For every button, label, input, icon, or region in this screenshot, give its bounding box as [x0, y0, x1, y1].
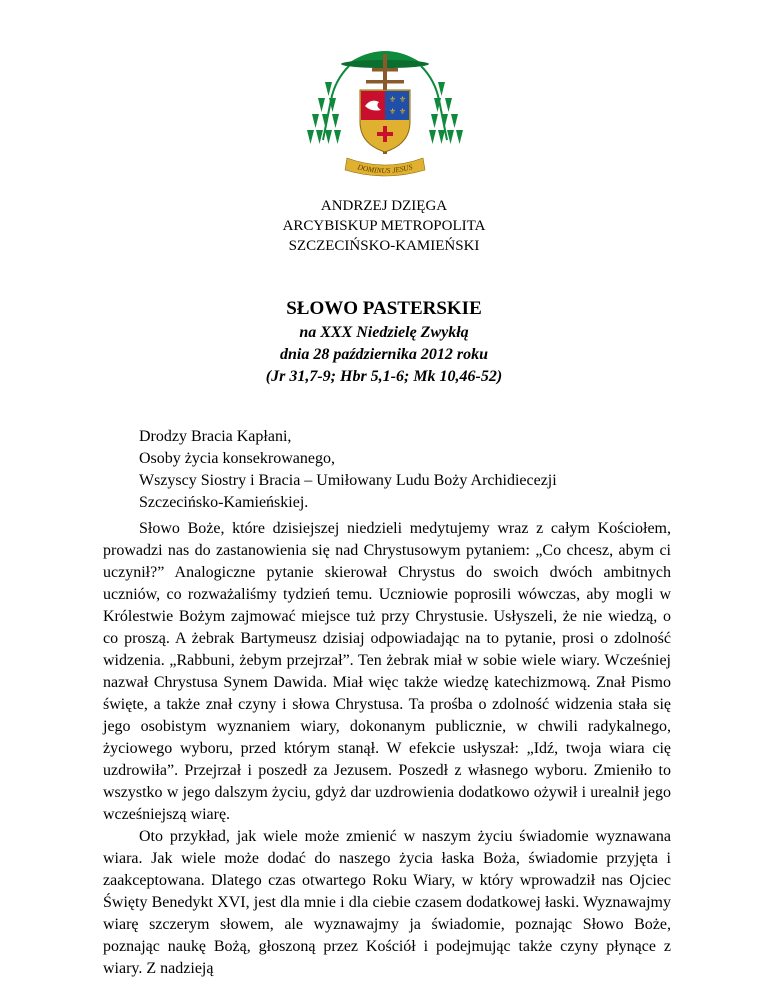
salutation-block: [139, 426, 557, 514]
heading-block: [0, 296, 768, 388]
svg-text:⚜: ⚜: [389, 107, 397, 116]
salutation-line: Osoby życia konsekrowanego,: [139, 450, 335, 467]
date-line: dnia 28 października 2012 roku: [279, 346, 489, 363]
author-title: ARCYBISKUP METROPOLITA: [282, 218, 486, 234]
author-block: [0, 196, 768, 256]
occasion-line: na XXX Niedzielę Zwykłą: [299, 324, 469, 341]
svg-text:⚜: ⚜: [399, 107, 407, 116]
document-title: SŁOWO PASTERSKIE: [286, 298, 482, 319]
salutation-line: Szczecińsko-Kamieńskiej.: [139, 494, 309, 511]
readings-line: (Jr 31,7-9; Hbr 5,1-6; Mk 10,46-52): [265, 368, 503, 385]
coat-motto: DOMINUS JESUS: [356, 162, 414, 176]
letter-body: [103, 518, 671, 980]
salutation-line: Drodzy Bracia Kapłani,: [139, 428, 292, 445]
author-name: ANDRZEJ DZIĘGA: [320, 198, 448, 214]
salutation-line: Wszyscy Siostry i Bracia – Umiłowany Ludu Boży Archidiecezji: [139, 472, 557, 489]
author-diocese: SZCZECIŃSKO-KAMIEŃSKI: [288, 238, 480, 254]
body-paragraph: Oto przykład, jak wiele może zmienić w naszym życiu świadomie wyznawana wiara. Jak wiele może dodać do naszego życia łaska Boża, świadomie przyjęta i zaakceptowana. Dlatego czas otwartego Roku Wiary, w który wprowadził nas Ojciec Święty Benedykt XVI, jest dla mnie i dla ciebie czasem dodatkowej łaski. Wyznawajmy wiarę szczerym słowem, ale wyznawajmy ja świadomie, poznając Słowo Boże, poznając naukę Bożą, głoszoną przez Kościół i podejmując także czyny płynące z wiary. Z nadzieją: [103, 828, 671, 977]
coat-of-arms-image: [305, 40, 465, 180]
svg-text:⚜: ⚜: [389, 95, 397, 104]
svg-text:⚜: ⚜: [399, 95, 407, 104]
body-paragraph: Słowo Boże, które dzisiejszej niedzieli medytujemy wraz z całym Kościołem, prowadzi nas do zastanowienia się nad Chrystusowym pytaniem: „Co chcesz, abym ci uczynił?” Analogiczne pytanie skierował Chrystus do swoich dwóch ambitnych uczniów, co rozważaliśmy tydzień temu. Uczniowie poprosili wówczas, aby mogli w Królestwie Bożym zajmować miejsce tuż przy Chrystusie. Usłyszeli, że nie wiedzą, o co proszą. A żebrak Bartymeusz dzisiaj odpowiadając na to pytanie, prosi o zdolność widzenia. „Rabbuni, żebym przejrzał”. Ten żebrak miał w sobie wiele wiary. Wcześniej nazwał Chrystusa Synem Dawida. Miał więc także wiedzę katechizmową. Znał Pismo święte, a także znał czyny i słowa Chrystusa. Ta prośba o zdolność widzenia stała się jego osobistym wyznaniem wiary, dokonanym publicznie, w chwili radykalnego, życiowego wyboru, przed którym stanął. W efekcie usłyszał: „Idź, twoja wiara cię uzdrowiła”. Przejrzał i poszedł za Jezusem. Poszedł z własnego wyboru. Zmieniło to wszystko w jego dalszym życiu, gdyż dar uzdrowienia dodatkowo ożywił i urealnił jego wcześniejszą wiarę.: [103, 520, 671, 823]
